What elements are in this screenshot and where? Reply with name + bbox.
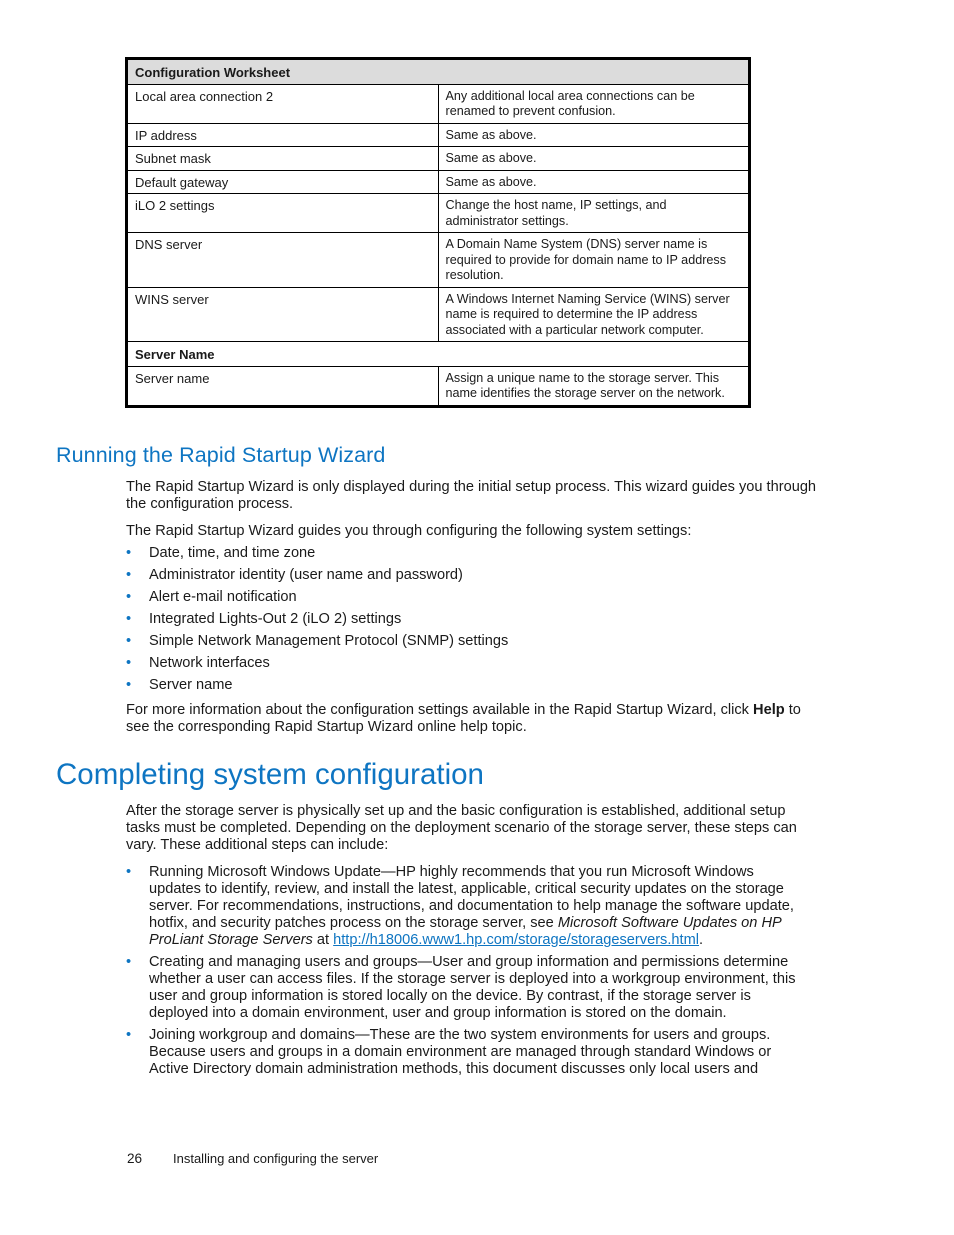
bullet-icon: • <box>126 545 132 561</box>
document-title: Microsoft Software Updates on HP ProLiant Storage Servers <box>149 915 782 948</box>
row-value: A Windows Internet Naming Service (WINS) server name is required to determine the IP address associated with a particular network computer. <box>438 287 749 342</box>
table-row <box>128 194 749 233</box>
page-number: 26 <box>127 1151 143 1166</box>
bullet-icon: • <box>126 1027 132 1043</box>
bullet-icon: • <box>126 633 132 649</box>
table-row <box>128 147 749 171</box>
row-label: IP address <box>128 123 439 147</box>
row-label: WINS server <box>128 287 439 342</box>
footer-chapter-title: Installing and configuring the server <box>173 1151 379 1166</box>
row-value: Same as above. <box>438 123 749 147</box>
steps-bullet-list <box>126 864 808 1078</box>
table-row <box>128 123 749 147</box>
section-heading-rapid-startup: Running the Rapid Startup Wizard <box>56 443 386 467</box>
paragraph: The Rapid Startup Wizard is only displayed during the initial setup process. This wizard guides you through the configuration process. <box>126 479 817 512</box>
row-value: Change the host name, IP settings, and administrator settings. <box>438 194 749 233</box>
paragraph-help: For more information about the configuration settings available in the Rapid Startup Wizard, click Help to see the corresponding Rapid Startup Wizard online help topic. <box>126 702 801 735</box>
list-item: • Date, time, and time zone <box>126 545 316 561</box>
list-item: • Administrator identity (user name and password) <box>126 567 463 583</box>
row-label: Subnet mask <box>128 147 439 171</box>
list-item: • Alert e-mail notification <box>126 589 297 605</box>
help-keyword: Help <box>753 702 785 718</box>
table-row <box>128 84 749 123</box>
section-title: Server Name <box>128 342 749 367</box>
row-value: Same as above. <box>438 170 749 194</box>
list-item: • Network interfaces <box>126 655 270 671</box>
list-item: • Integrated Lights-Out 2 (iLO 2) settings <box>126 611 402 627</box>
server-name-section-row <box>128 342 749 367</box>
table-row <box>128 366 749 405</box>
configuration-worksheet-table <box>125 57 751 408</box>
list-item: • Server name <box>126 677 233 693</box>
table-row <box>128 287 749 342</box>
row-label: DNS server <box>128 233 439 288</box>
paragraph: The Rapid Startup Wizard guides you through configuring the following system settings: <box>126 523 692 539</box>
list-item: • Joining workgroup and domains—These are the two system environments for users and groups. Because users and groups in a domain environment are managed through standard Windows or Active Directory domain administration methods, this document discusses only local users and <box>126 1027 772 1077</box>
row-label: Default gateway <box>128 170 439 194</box>
row-label: iLO 2 settings <box>128 194 439 233</box>
row-value: Same as above. <box>438 147 749 171</box>
bullet-icon: • <box>126 611 132 627</box>
paragraph: After the storage server is physically set up and the basic configuration is established, additional setup tasks must be completed. Depending on the deployment scenario of the storage server, these steps can vary. These additional steps can include: <box>126 803 797 853</box>
settings-bullet-list <box>126 545 816 699</box>
bullet-icon: • <box>126 655 132 671</box>
list-item: • Simple Network Management Protocol (SNMP) settings <box>126 633 509 649</box>
table-row <box>128 233 749 288</box>
bullet-icon: • <box>126 954 132 970</box>
bullet-icon: • <box>126 677 132 693</box>
row-value: A Domain Name System (DNS) server name is required to provide for domain name to IP address resolution. <box>438 233 749 288</box>
row-value: Any additional local area connections can be renamed to prevent confusion. <box>438 84 749 123</box>
bullet-icon: • <box>126 567 132 583</box>
list-item: • Running Microsoft Windows Update—HP highly recommends that you run Microsoft Windows updates to identify, review, and install the latest, applicable, critical security updates on the storage server. For recommendations, instructions, and documentation to help manage the software update, hotfix, and security patches process on the storage server, see Microsoft Software Updates on HP ProLiant Storage Servers at http://h18006.www1.hp.com/storage/storageservers.html. <box>126 864 794 948</box>
row-value: Assign a unique name to the storage server. This name identifies the storage server on the network. <box>438 366 749 405</box>
list-item: • Creating and managing users and groups—User and group information and permissions determine whether a user can access files. If the storage server is deployed into a workgroup environment, this user and group information is stored locally on the device. By contrast, if the storage server is deployed into a domain environment, user and group information is stored on the domain. <box>126 954 796 1021</box>
worksheet-title: Configuration Worksheet <box>128 60 749 85</box>
storage-servers-link[interactable]: http://h18006.www1.hp.com/storage/storageservers.html <box>333 932 699 948</box>
table-row <box>128 170 749 194</box>
bullet-icon: • <box>126 864 132 880</box>
row-label: Local area connection 2 <box>128 84 439 123</box>
worksheet-header-row <box>128 60 749 85</box>
bullet-icon: • <box>126 589 132 605</box>
section-heading-completing-config: Completing system configuration <box>56 758 484 791</box>
row-label: Server name <box>128 366 439 405</box>
